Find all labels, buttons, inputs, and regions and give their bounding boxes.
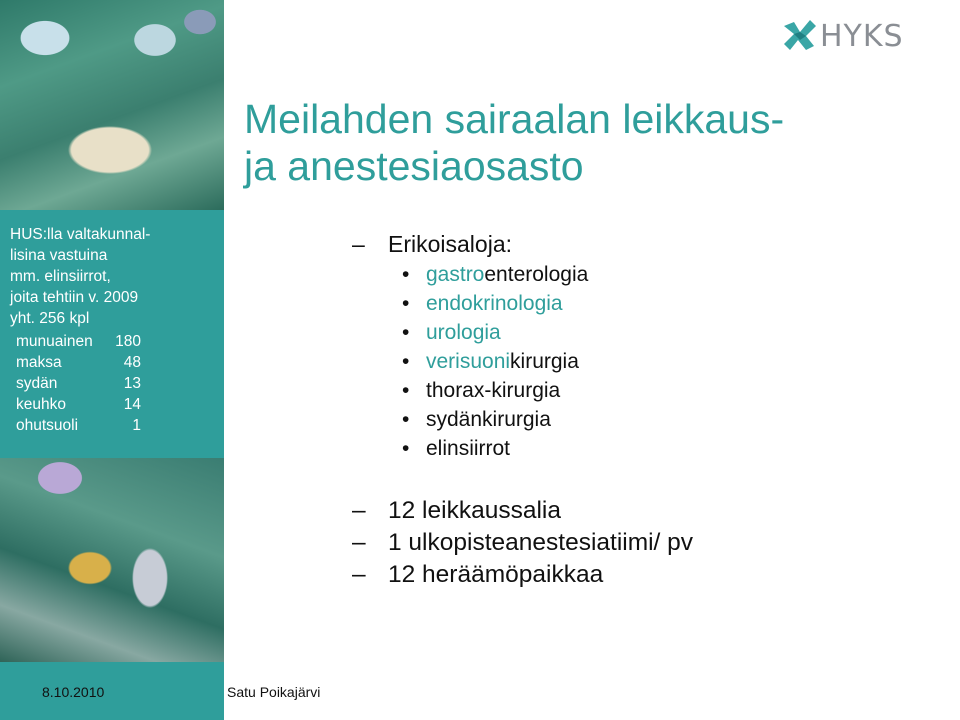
title-line-2: ja anestesiaosasto xyxy=(244,143,584,189)
organ-name: ohutsuoli xyxy=(16,417,79,434)
logo-text: HYKS xyxy=(820,18,904,54)
page-title xyxy=(244,96,944,190)
surgery-photo-top xyxy=(0,0,224,210)
specialties-heading xyxy=(352,228,942,260)
organ-count: 14 xyxy=(123,396,141,413)
footer-date: 8.10.2010 xyxy=(42,684,105,700)
hyks-logo xyxy=(780,14,910,58)
heading-text: Erikoisaloja: xyxy=(388,231,512,257)
info-intro: HUS:lla valtakunnal- lisina vastuina mm. elinsiirrot, joita tehtiin v. 2009 yht. 256 kpl xyxy=(10,226,151,327)
organ-name: sydän xyxy=(16,375,58,392)
list-item: • elinsiirrot xyxy=(402,437,511,460)
list-item: • gastro enterologia xyxy=(402,263,589,286)
organ-count: 13 xyxy=(123,375,141,392)
surgery-photo-bottom xyxy=(0,458,224,662)
specialty-list xyxy=(402,260,942,463)
organ-row xyxy=(16,331,141,352)
organ-count: 180 xyxy=(115,333,141,350)
list-item: • verisuoni kirurgia xyxy=(402,350,579,373)
dash-marker: – xyxy=(352,231,365,257)
organ-row xyxy=(16,352,141,373)
organ-row xyxy=(16,415,141,436)
fact-item: – 12 heräämöpaikkaa xyxy=(352,561,604,588)
organ-count: 1 xyxy=(132,417,141,434)
fact-item: – 1 ulkopisteanestesiatiimi/ pv xyxy=(352,529,694,556)
organ-count: 48 xyxy=(123,354,141,371)
facts-list xyxy=(352,495,942,591)
list-item: • sydänkirurgia xyxy=(402,408,551,431)
footer-author: Satu Poikajärvi xyxy=(227,684,321,700)
list-item: • endokrinologia xyxy=(402,292,563,315)
hyks-cross-logo-icon xyxy=(780,16,820,56)
organ-name: keuhko xyxy=(16,396,66,413)
organ-row xyxy=(16,373,141,394)
organ-name: munuainen xyxy=(16,333,93,350)
list-item: • urologia xyxy=(402,321,501,344)
title-line-1: Meilahden sairaalan leikkaus- xyxy=(244,96,785,142)
organ-row xyxy=(16,394,141,415)
organ-list xyxy=(16,331,216,436)
fact-item: – 12 leikkaussalia xyxy=(352,497,561,524)
organ-name: maksa xyxy=(16,354,62,371)
info-panel xyxy=(0,210,224,458)
footer-band xyxy=(0,662,224,720)
list-item: • thorax-kirurgia xyxy=(402,379,561,402)
slide-content xyxy=(352,228,942,591)
